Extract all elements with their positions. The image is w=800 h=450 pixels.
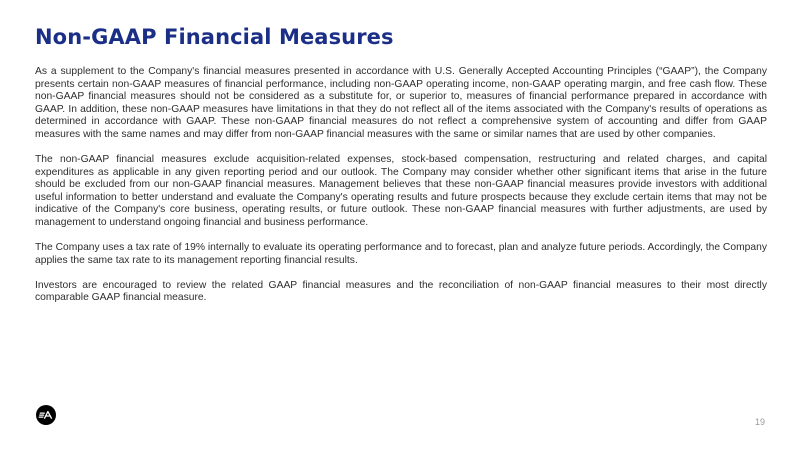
paragraph: The non-GAAP financial measures exclude acquisition-related expenses, stock-based compensation, restructuring and related charges, and capital expenditures as applicable in any given reporting period and our outlook. The Company may consider whether other significant items that arise in the future should be excluded from our non-GAAP financial measures. Management believes that these non-GAAP financial measures provide investors with additional useful information to better understand and evaluate the Company's operating results and future prospects because they exclude certain items that may not be indicative of the Company's core business, operating results, or future outlook. These non-GAAP financial measures with further adjustments, are used by management to understand ongoing financial and business performance.	[35, 154, 767, 229]
paragraph: The Company uses a tax rate of 19% internally to evaluate its operating performance and to forecast, plan and analyze future periods. Accordingly, the Company applies the same tax rate to its management reporting financial results.	[35, 242, 767, 266]
ea-logo-icon	[36, 405, 56, 425]
paragraph: As a supplement to the Company's financial measures presented in accordance with U.S. Generally Accepted Accounting Principles (“GAAP”), the Company presents certain non-GAAP measures of financial performance, including non-GAAP operating income, non-GAAP operating margin, and free cash flow. These non-GAAP financial measures should not be considered as a substitute for, or superior to, measures of financial performance prepared in accordance with GAAP. In addition, these non-GAAP measures have limitations in that they do not reflect all of the items associated with the Company's results of operations as determined in accordance with GAAP. These non-GAAP financial measures do not reflect a comprehensive system of accounting and differ from GAAP measures with the same names and may differ from non-GAAP financial measures with the same or similar names that are used by other companies.	[35, 66, 767, 140]
page-number: 19	[754, 417, 765, 427]
paragraph: Investors are encouraged to review the related GAAP financial measures and the reconciliation of non-GAAP financial measures to their most directly comparable GAAP financial measure.	[35, 279, 767, 304]
page-title: Non-GAAP Financial Measures	[35, 25, 394, 49]
body-text	[35, 66, 767, 318]
